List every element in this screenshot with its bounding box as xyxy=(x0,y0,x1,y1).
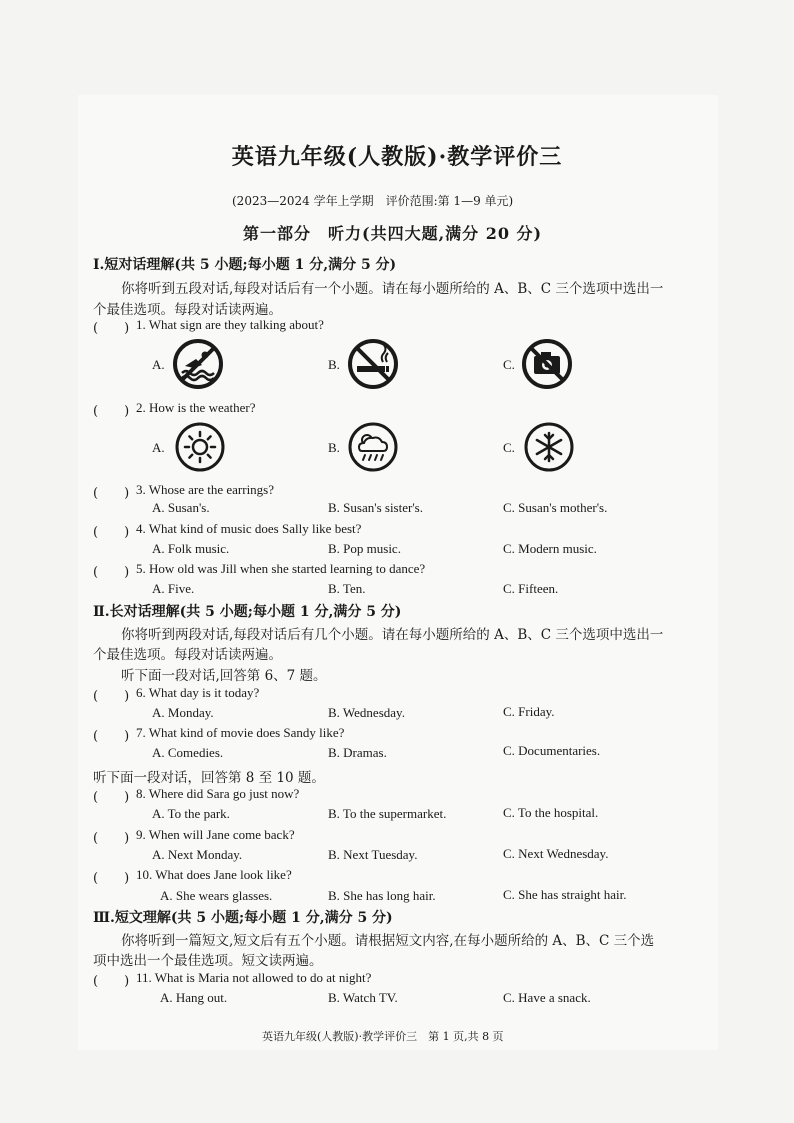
option-b: B. Next Tuesday. xyxy=(328,847,418,862)
option-b: B. She has long hair. xyxy=(328,888,436,903)
question-5: 5. How old was Jill when she started learning to dance? xyxy=(136,561,426,576)
option-c: C. To the hospital. xyxy=(503,805,599,820)
answer-blank[interactable]: ( ) xyxy=(93,831,130,846)
option-a: A. Five. xyxy=(152,581,195,596)
option-b: B. Wednesday. xyxy=(328,705,405,720)
page-title: 英语九年级(人教版)·教学评价三 xyxy=(231,144,563,170)
option-c-label: C. xyxy=(503,440,515,455)
answer-blank[interactable]: ( ) xyxy=(93,689,130,704)
question-8: 8. Where did Sara go just now? xyxy=(136,786,300,801)
answer-blank[interactable]: ( ) xyxy=(93,790,130,805)
section-1-instruction: 你将听到五段对话,每段对话后有一个小题。请在每小题所给的 A、B、C 三个选项中选出一 xyxy=(121,281,664,297)
section-2-instruction-cont: 个最佳选项。每段对话读两遍。 xyxy=(93,647,282,663)
answer-blank[interactable]: ( ) xyxy=(93,404,130,419)
option-b: B. To the supermarket. xyxy=(328,806,447,821)
section-2-instruction: 你将听到两段对话,每段对话后有几个小题。请在每小题所给的 A、B、C 三个选项中选出一 xyxy=(121,627,664,643)
option-a: A. To the park. xyxy=(152,806,230,821)
option-b-label: B. xyxy=(328,357,340,372)
option-c: C. Susan's mother's. xyxy=(503,500,608,515)
answer-blank[interactable]: ( ) xyxy=(93,525,130,540)
option-b-label: B. xyxy=(328,440,340,455)
option-a: A. Monday. xyxy=(152,705,214,720)
option-a: A. Next Monday. xyxy=(152,847,243,862)
option-c: C. Documentaries. xyxy=(503,743,601,758)
option-c-label: C. xyxy=(503,357,515,372)
option-a-label: A. xyxy=(152,357,165,372)
section-3-instruction-cont: 项中选出一个最佳选项。短文读两遍。 xyxy=(93,953,323,969)
snowy-icon xyxy=(523,421,575,473)
question-4: 4. What kind of music does Sally like best? xyxy=(136,521,362,536)
question-7: 7. What kind of movie does Sandy like? xyxy=(136,725,345,740)
sunny-icon xyxy=(174,421,226,473)
answer-blank[interactable]: ( ) xyxy=(93,729,130,744)
question-9: 9. When will Jane come back? xyxy=(136,827,295,842)
answer-blank[interactable]: ( ) xyxy=(93,871,130,886)
part-heading: 第一部分 听力(共四大题,满分 20 分) xyxy=(243,224,543,243)
option-a: A. Comedies. xyxy=(152,745,224,760)
question-2: 2. How is the weather? xyxy=(136,400,256,415)
answer-blank[interactable]: ( ) xyxy=(93,974,130,989)
question-11: 11. What is Maria not allowed to do at night? xyxy=(136,970,372,985)
answer-blank[interactable]: ( ) xyxy=(93,486,130,501)
section-3-heading: Ⅲ.短文理解(共 5 小题;每小题 1 分,满分 5 分) xyxy=(93,910,393,926)
option-c: C. Friday. xyxy=(503,704,555,719)
option-b: B. Pop music. xyxy=(328,541,401,556)
section-2-heading: Ⅱ.长对话理解(共 5 小题;每小题 1 分,满分 5 分) xyxy=(93,604,402,620)
option-a: A. She wears glasses. xyxy=(160,888,273,903)
option-a: A. Susan's. xyxy=(152,500,210,515)
option-a: A. Folk music. xyxy=(152,541,230,556)
no-photography-icon xyxy=(521,338,573,390)
section-1-instruction-cont: 个最佳选项。每段对话读两遍。 xyxy=(93,302,282,318)
option-c: C. She has straight hair. xyxy=(503,887,627,902)
dialogue-lead: 听下面一段对话,回答第 6、7 题。 xyxy=(121,668,327,684)
option-a: A. Hang out. xyxy=(160,990,228,1005)
option-b: B. Ten. xyxy=(328,581,366,596)
page-footer: 英语九年级(人教版)·教学评价三 第 1 页,共 8 页 xyxy=(262,1030,504,1043)
dialogue-lead: 听下面一段对话，回答第 8 至 10 题。 xyxy=(93,770,325,786)
option-c: C. Next Wednesday. xyxy=(503,846,609,861)
no-smoking-icon xyxy=(347,338,399,390)
no-swimming-icon xyxy=(172,338,224,390)
option-a-label: A. xyxy=(152,440,165,455)
rainy-icon xyxy=(347,421,399,473)
answer-blank[interactable]: ( ) xyxy=(93,565,130,580)
question-6: 6. What day is it today? xyxy=(136,685,260,700)
option-c: C. Fifteen. xyxy=(503,581,559,596)
section-1-heading: Ⅰ.短对话理解(共 5 小题;每小题 1 分,满分 5 分) xyxy=(93,257,397,273)
option-c: C. Have a snack. xyxy=(503,990,591,1005)
question-10: 10. What does Jane look like? xyxy=(136,867,292,882)
option-c: C. Modern music. xyxy=(503,541,597,556)
option-b: B. Susan's sister's. xyxy=(328,500,423,515)
question-3: 3. Whose are the earrings? xyxy=(136,482,275,497)
answer-blank[interactable]: ( ) xyxy=(93,321,130,336)
question-1: 1. What sign are they talking about? xyxy=(136,317,324,332)
page-subtitle: (2023—2024 学年上学期 评价范围:第 1—9 单元) xyxy=(232,194,514,208)
section-3-instruction: 你将听到一篇短文,短文后有五个小题。请根据短文内容,在每小题所给的 A、B、C 三个选 xyxy=(121,933,655,949)
option-b: B. Dramas. xyxy=(328,745,387,760)
option-b: B. Watch TV. xyxy=(328,990,398,1005)
